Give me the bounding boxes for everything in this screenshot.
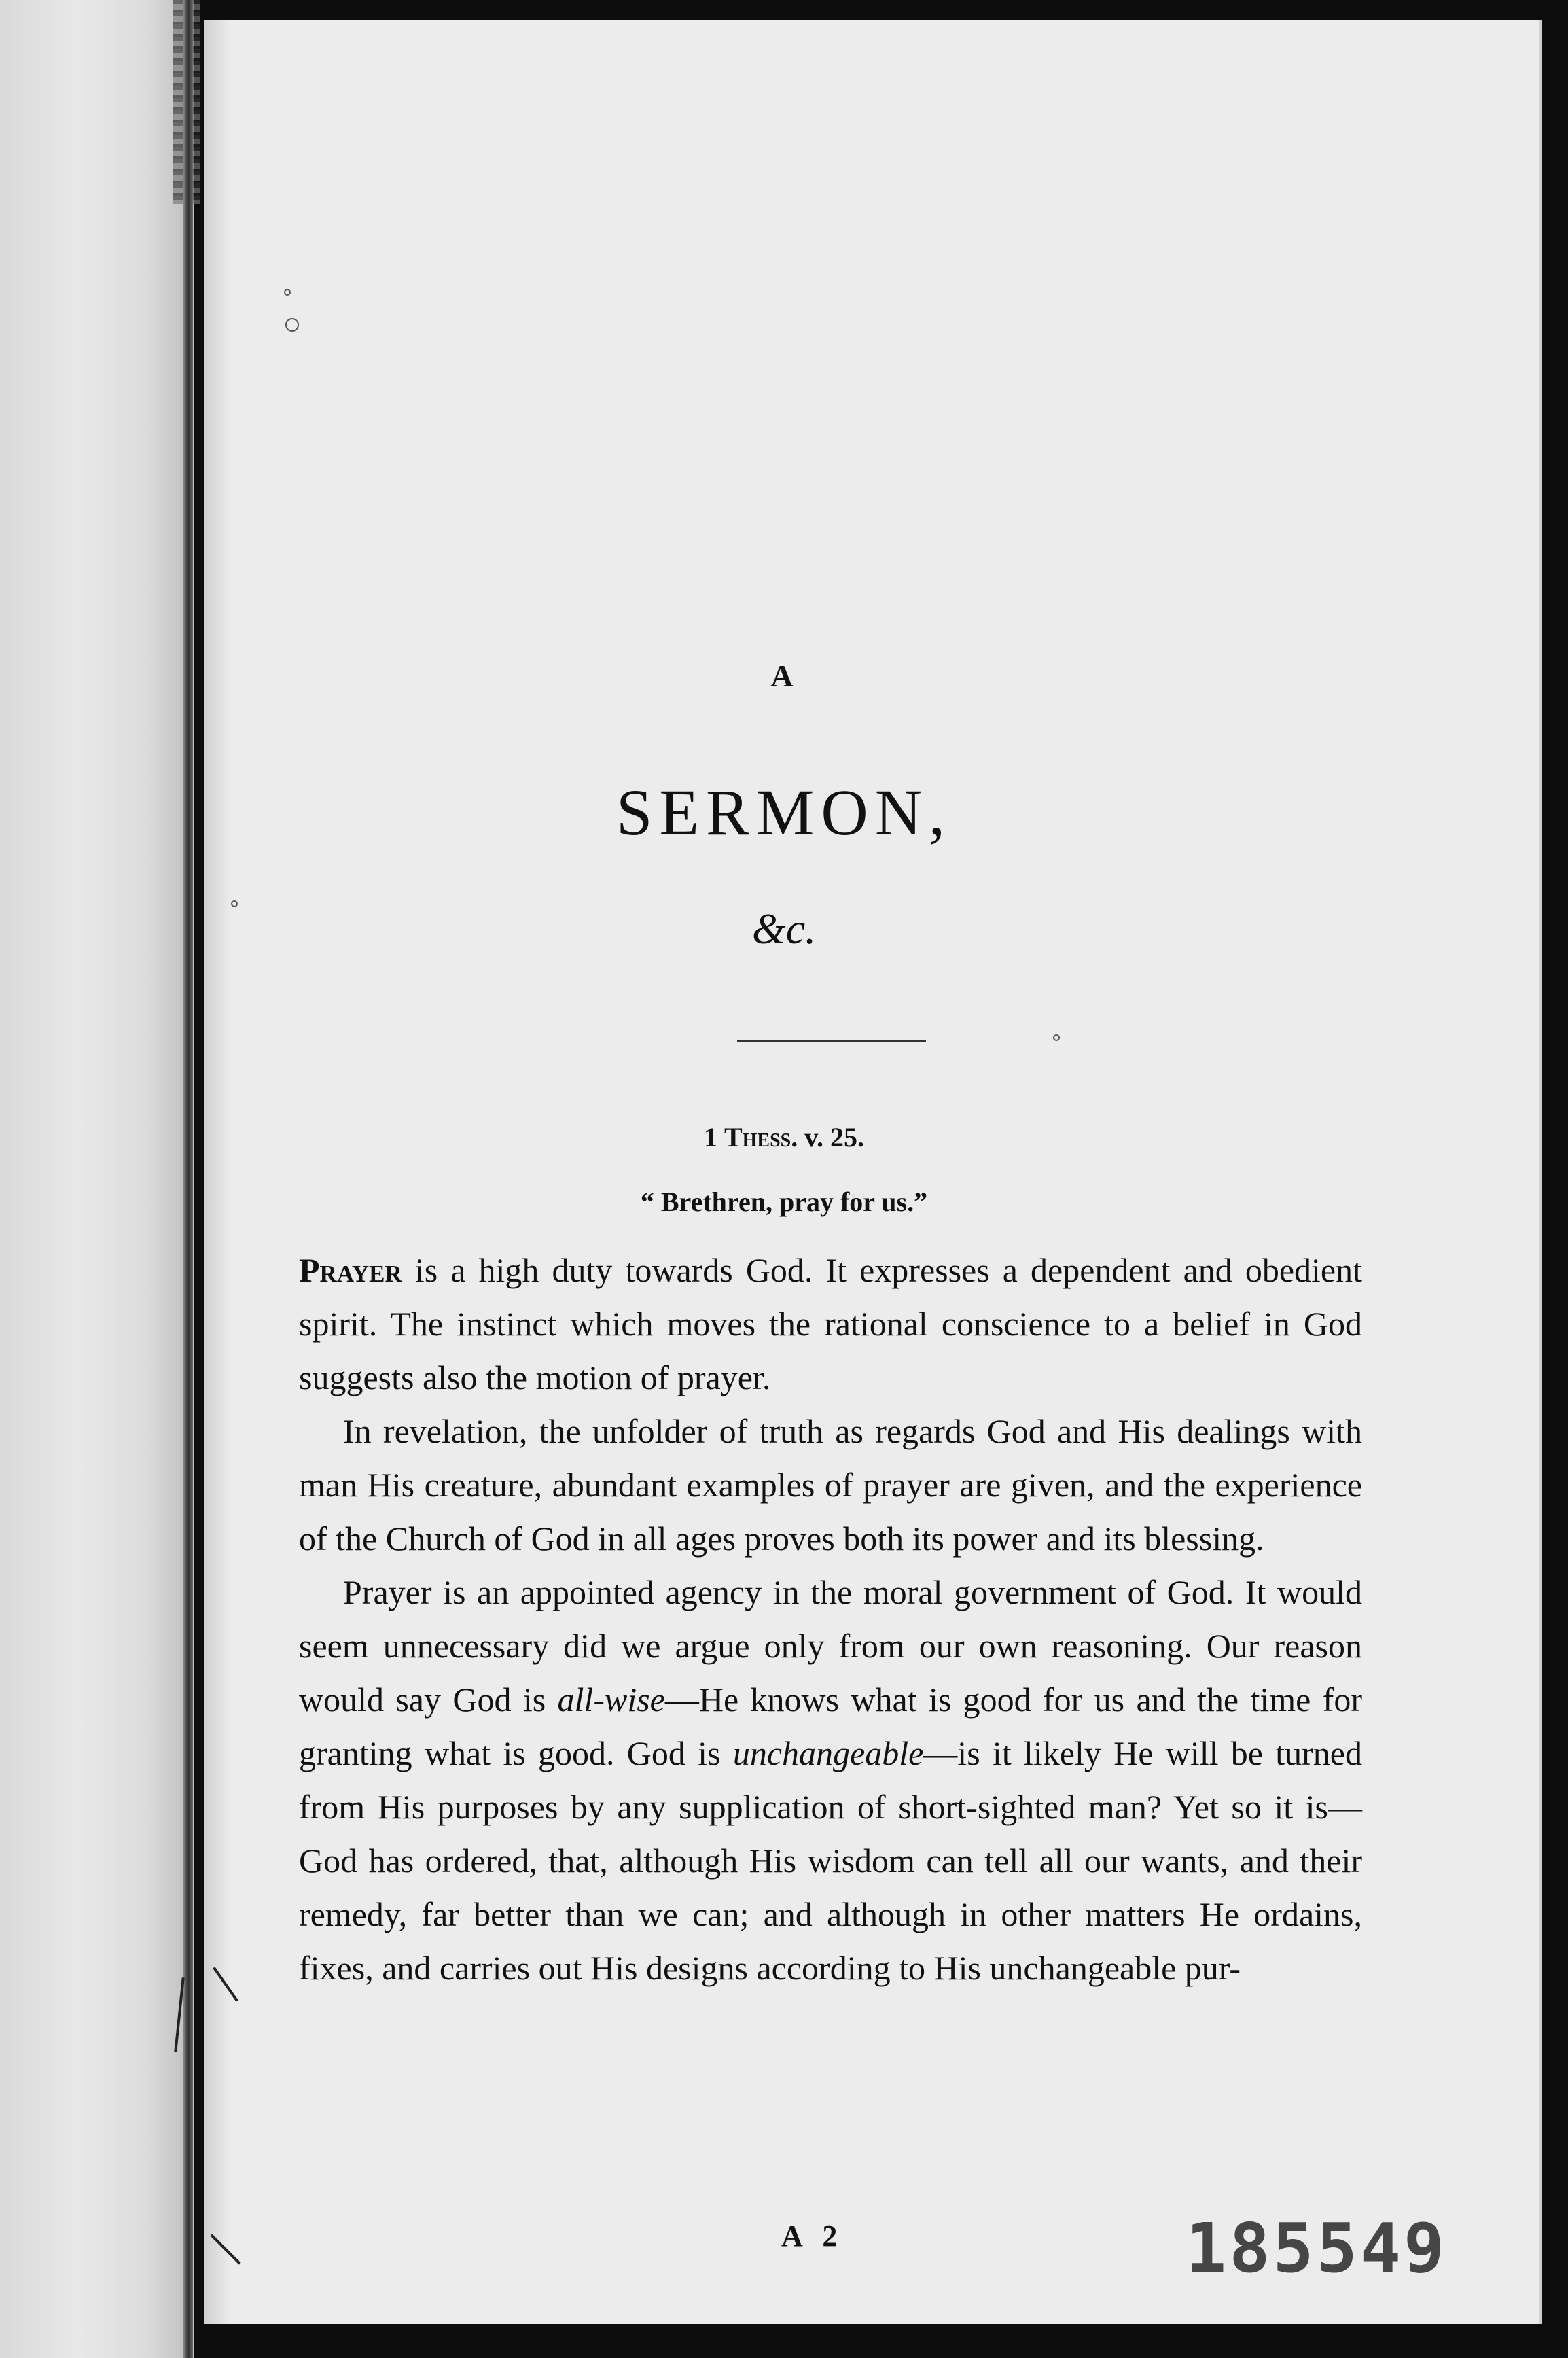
specks (285, 318, 299, 332)
specks (1053, 1034, 1060, 1041)
spine-shadow (204, 20, 231, 2324)
paragraph-lead-word: Prayer (299, 1251, 402, 1289)
paragraph-text: is a high duty towards God. It expresses a dependent and obedient spirit. The instinct which moves the rational conscience to a belief in God suggests also the motion of prayer. (299, 1251, 1362, 1396)
paragraph-text: —He knows what is good for us and the time for granting what is good. God is (299, 1680, 1362, 1772)
paragraph-text: —is it likely He will be turned from His purposes by any supplication of short-sighted man? Yet so it is—God has ordered, that, although His wisdom can tell all our wants, and their remedy, far better than we can; and although in other matters He ordains, fixes, and carries out His designs according to His unchangeable pur- (299, 1734, 1362, 1987)
paragraph-2: In revelation, the unfolder of truth as regards God and His dealings with man His creature, abundant examples of prayer are given, and the experience of the Church of God in all ages proves both its power and its blessing. (299, 1412, 1362, 1558)
reference-book: Thess. (724, 1122, 798, 1152)
heading-etc: &c. (751, 904, 817, 953)
title-divider (737, 1040, 926, 1042)
emphasis-unchangeable: unchangeable (732, 1734, 924, 1772)
paragraph-text: Prayer is an appointed agency in the moral government of God. It would seem unnecessary did we argue only from our own reasoning. Our reason would say God is (299, 1573, 1362, 1719)
emphasis-all-wise: all-wise (557, 1680, 665, 1719)
specks (284, 289, 291, 296)
page-title: SERMON, (616, 776, 952, 849)
reference-verse: v. 25. (798, 1122, 865, 1152)
binding-shadow (183, 0, 193, 2358)
signature-mark: A 2 (781, 2219, 844, 2253)
epigraph: “ Brethren, pray for us.” (640, 1186, 928, 1217)
library-stamp-number: 185549 (1186, 2209, 1448, 2288)
heading-article: A (770, 658, 798, 693)
paragraph-1 (299, 1244, 1362, 1405)
sermon-body (299, 1244, 1362, 1995)
reference-number: 1 (703, 1122, 717, 1152)
scripture-reference (0, 1121, 1568, 1153)
paragraph-3 (299, 1566, 1362, 1995)
previous-page-edge (0, 0, 194, 2358)
